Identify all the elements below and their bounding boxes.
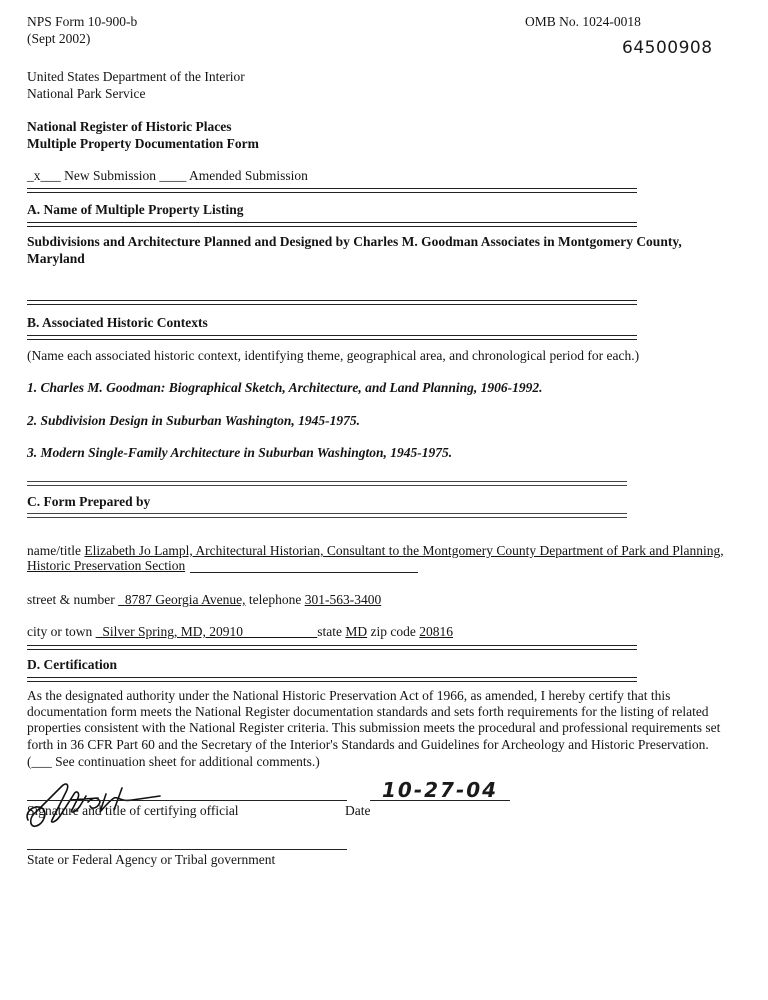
context-item: 1. Charles M. Goodman: Biographical Sketch, Architecture, and Land Planning, 1906-1992.: [27, 380, 543, 395]
fill-line: [190, 572, 418, 573]
certification-paragraph-line: As the designated authority under the National Historic Preservation Act of 1966, as amended, I hereby certify that this: [27, 688, 671, 703]
signature-line: [27, 800, 347, 801]
name-title-label: name/title: [27, 543, 81, 558]
new-submission-label: New Submission: [64, 168, 157, 183]
street-value: 8787 Georgia Avenue,: [124, 592, 246, 607]
section-divider: [27, 481, 627, 486]
form-number: NPS Form 10-900-b: [27, 14, 138, 29]
signature-label: Signature and title of certifying official: [27, 803, 239, 818]
amended-submission-label: Amended Submission: [189, 168, 308, 183]
telephone-value: 301-563-3400: [304, 592, 382, 607]
section-divider: [27, 677, 637, 682]
street-label: street & number: [27, 592, 115, 607]
section-divider: [27, 222, 637, 227]
new-submission-mark[interactable]: x: [33, 168, 41, 183]
city-label: city or town: [27, 624, 93, 639]
name-title-row: [27, 543, 724, 559]
omb-number: OMB No. 1024-0018: [525, 14, 641, 29]
form-title-1: National Register of Historic Places: [27, 119, 232, 134]
section-a-heading: A. Name of Multiple Property Listing: [27, 202, 244, 217]
date-line: [370, 800, 510, 801]
telephone-label: telephone: [248, 592, 302, 607]
section-d-heading: D. Certification: [27, 657, 117, 672]
zip-label: zip code: [370, 624, 416, 639]
form-title-2: Multiple Property Documentation Form: [27, 136, 259, 151]
zip-value: 20816: [419, 624, 454, 639]
handwritten-reference-number: 64500908: [622, 38, 713, 58]
city-value: Silver Spring, MD, 20910: [102, 624, 244, 639]
section-divider: [27, 188, 637, 193]
continuation-row: (___ See continuation sheet for additional comments.): [27, 754, 320, 769]
name-title-value: Elizabeth Jo Lampl, Architectural Historian, Consultant to the Montgomery County Department of Park and Planning,: [84, 543, 724, 558]
listing-name-line-2: Maryland: [27, 251, 85, 266]
section-c-heading: C. Form Prepared by: [27, 494, 151, 509]
department: United States Department of the Interior: [27, 69, 245, 84]
section-divider: [27, 335, 637, 340]
date-label: Date: [345, 803, 371, 818]
agency-line: [27, 849, 347, 850]
context-item: 3. Modern Single-Family Architecture in Suburban Washington, 1945-1975.: [27, 445, 453, 460]
submission-type-row: _x___ New Submission ____ Amended Submission: [27, 168, 308, 183]
section-divider: [27, 645, 637, 650]
listing-name-line-1: Subdivisions and Architecture Planned and Designed by Charles M. Goodman Associates in Montgomery County,: [27, 234, 682, 249]
section-divider: [27, 300, 637, 305]
form-date: (Sept 2002): [27, 31, 91, 46]
handwritten-date: 10-27-04: [382, 778, 499, 802]
section-divider: [27, 513, 627, 518]
agency-label: State or Federal Agency or Tribal government: [27, 852, 276, 867]
city-row: [27, 624, 453, 640]
certification-paragraph-line: documentation form meets the National Register documentation standards and sets forth requirements for the listing of related: [27, 704, 709, 719]
continuation-note: See continuation sheet for additional comments.): [55, 754, 320, 769]
state-label: state: [317, 624, 343, 639]
certification-paragraph-line: properties consistent with the National Register criteria. This submission meets the procedural and professional requirements set: [27, 720, 721, 735]
contexts-instruction: (Name each associated historic context, identifying theme, geographical area, and chronological period for each.): [27, 348, 640, 363]
service: National Park Service: [27, 86, 146, 101]
context-item: 2. Subdivision Design in Suburban Washington, 1945-1975.: [27, 413, 360, 428]
section-b-heading: B. Associated Historic Contexts: [27, 315, 208, 330]
state-value: MD: [345, 624, 368, 639]
name-title-value-continued: Historic Preservation Section: [27, 558, 186, 573]
certification-paragraph-line: forth in 36 CFR Part 60 and the Secretary of the Interior's Standards and Guidelines for Archeology and Historic Preservation.: [27, 737, 709, 752]
street-row: [27, 592, 381, 608]
